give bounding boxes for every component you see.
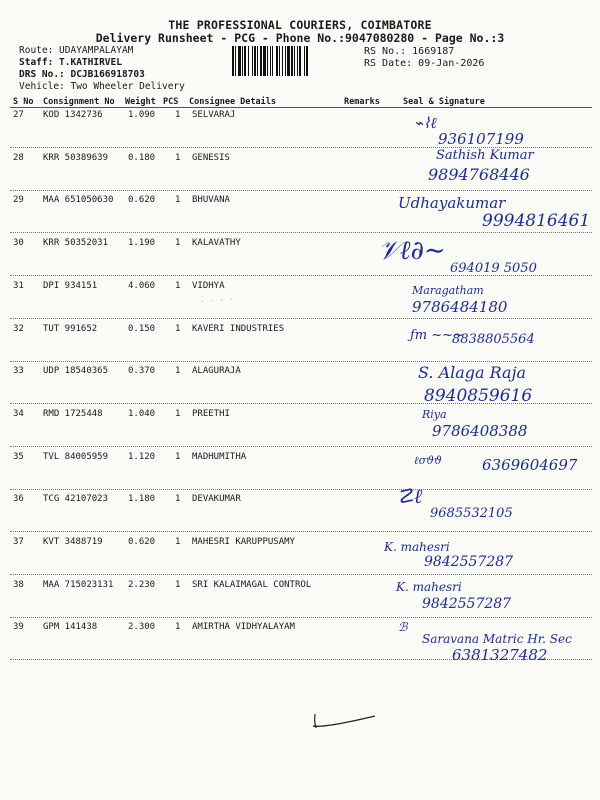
row-sno: 30 [13,238,24,249]
col-pcs: PCS [163,97,179,107]
row-consignee: MAHESRI KARUPPUSAMY [192,537,295,547]
row-sno: 39 [13,622,24,633]
handwritten-note: 9786408388 [432,422,528,440]
row-sno: 36 [13,494,24,505]
row-consignee: SELVARAJ [192,110,236,120]
row-consignee: SRI KALAIMAGAL CONTROL [192,579,312,590]
row-consignee: KAVERI INDUSTRIES [192,323,285,334]
drs-number: DRS No.: DCJB166918703 [19,69,145,80]
signature-area [370,108,600,688]
handwritten-note: Udhayakumar [398,194,506,212]
row-pcs: 1 [175,579,181,590]
handwritten-note: 8838805564 [452,332,535,347]
row-weight: 0.180 [128,152,156,163]
row-pcs: 1 [175,195,181,206]
row-pcs: 1 [175,408,181,419]
row-consignment-no: DPI 934151 [43,280,98,291]
faint-stamp-mark: · · · · [199,294,234,307]
row-consignee: DEVAKUMAR [192,494,241,505]
signature-mark: ☡ℓ [396,484,423,508]
row-weight: 0.150 [128,323,156,334]
route-label: Route: UDAYAMPALAYAM [19,45,134,56]
row-weight: 1.090 [128,110,156,120]
handwritten-note: Riya [422,408,447,421]
row-weight: 1.040 [128,408,156,419]
handwritten-note: 694019 5050 [450,261,537,276]
rs-date: RS Date: 09-Jan-2026 [364,58,485,69]
vehicle-label: Vehicle: Two Wheeler Delivery [19,81,185,92]
row-weight: 1.120 [128,451,156,462]
row-weight: 0.620 [128,195,156,206]
row-sno: 37 [13,537,24,547]
row-weight: 2.230 [128,579,156,590]
row-sno: 33 [13,366,24,377]
row-consignment-no: KVT 3488719 [43,537,103,547]
row-sno: 29 [13,195,24,206]
row-consignee: MADHUMITHA [192,451,247,462]
handwritten-note: Maragatham [412,284,484,297]
handwritten-note: 9842557287 [424,554,514,570]
col-consignee: Consignee Details [189,97,276,107]
row-sno: 32 [13,323,24,334]
row-consignee: KALAVATHY [192,238,241,249]
handwritten-note: 9994816461 [482,211,591,231]
row-consignment-no: MAA 715023131 [43,579,114,590]
row-consignment-no: KRR 50389639 [43,152,109,163]
row-consignment-no: KRR 50352031 [43,238,109,249]
row-consignment-no: GPM 141438 [43,622,98,633]
row-consignee: GENESIS [192,152,230,163]
row-pcs: 1 [175,622,181,633]
row-consignee: VIDHYA [192,280,225,291]
row-weight: 2.300 [128,622,156,633]
row-consignment-no: TVL 84005959 [43,451,109,462]
signature-mark: ƒm ~~~ [410,328,464,343]
row-sno: 35 [13,451,24,462]
handwritten-note: 9842557287 [422,596,512,612]
row-consignment-no: MAA 651050630 [43,195,114,206]
signature-mark: ℓσϑϑ [414,454,442,467]
staff-label: Staff: T.KATHIRVEL [19,57,122,68]
row-pcs: 1 [175,537,181,547]
handwritten-note: 6369604697 [482,456,578,474]
row-sno: 31 [13,280,24,291]
row-consignment-no: RMD 1725448 [43,408,103,419]
row-pcs: 1 [175,366,181,377]
handwritten-note: 6381327482 [452,646,548,664]
handwritten-note: 9894768446 [428,165,530,184]
row-pcs: 1 [175,451,181,462]
row-weight: 0.620 [128,537,156,547]
row-consignee: ALAGURAJA [192,366,241,377]
barcode-bar [308,46,309,76]
barcode-icon [232,46,360,76]
rs-number: RS No.: 1669187 [364,46,455,57]
row-sno: 28 [13,152,24,163]
row-pcs: 1 [175,238,181,249]
row-consignee: AMIRTHA VIDHYALAYAM [192,622,295,633]
row-pcs: 1 [175,280,181,291]
row-sno: 34 [13,408,24,419]
handwritten-note: 8940859616 [424,386,533,406]
row-weight: 0.370 [128,366,156,377]
handwritten-note: 9685532105 [430,506,513,521]
row-consignment-no: UDP 18540365 [43,366,109,377]
row-consignment-no: KOD 1342736 [43,110,103,120]
handwritten-note: K. mahesri [384,540,450,554]
handwritten-note: 936107199 [438,130,524,148]
row-pcs: 1 [175,152,181,163]
handwritten-note: Saravana Matric Hr. Sec [422,632,572,646]
row-consignee: PREETHI [192,408,230,419]
row-sno: 38 [13,579,24,590]
signature-mark: ℬ [398,620,408,634]
company-title: THE PROFESSIONAL COURIERS, COIMBATORE [168,18,432,32]
handwritten-note: S. Alaga Raja [418,363,527,382]
signature-mark: 𝒱ℓ∂∼ [378,236,446,266]
row-weight: 1.180 [128,494,156,505]
col-remarks: Remarks [344,97,380,107]
handwritten-note: 9786484180 [412,298,508,316]
row-pcs: 1 [175,494,181,505]
row-sno: 27 [13,110,24,120]
col-weight: Weight [125,97,156,107]
handwritten-note: Sathish Kumar [436,148,534,163]
row-consignment-no: TUT 991652 [43,323,98,334]
pen-stroke-mark [305,706,385,736]
row-weight: 4.060 [128,280,156,291]
row-consignment-no: TCG 42107023 [43,494,109,505]
row-consignee: BHUVANA [192,195,230,206]
col-sno: S No [13,97,34,107]
col-seal-signature: Seal & Signature [403,97,485,107]
signature-mark: ⌁⌇ℓ [414,114,437,132]
row-pcs: 1 [175,110,181,120]
col-consignment: Consignment No [43,97,115,107]
handwritten-note: K. mahesri [396,580,462,594]
row-pcs: 1 [175,323,181,334]
runsheet-subtitle: Delivery Runsheet - PCG - Phone No.:9047080280 - Page No.:3 [95,31,505,45]
row-weight: 1.190 [128,238,156,249]
